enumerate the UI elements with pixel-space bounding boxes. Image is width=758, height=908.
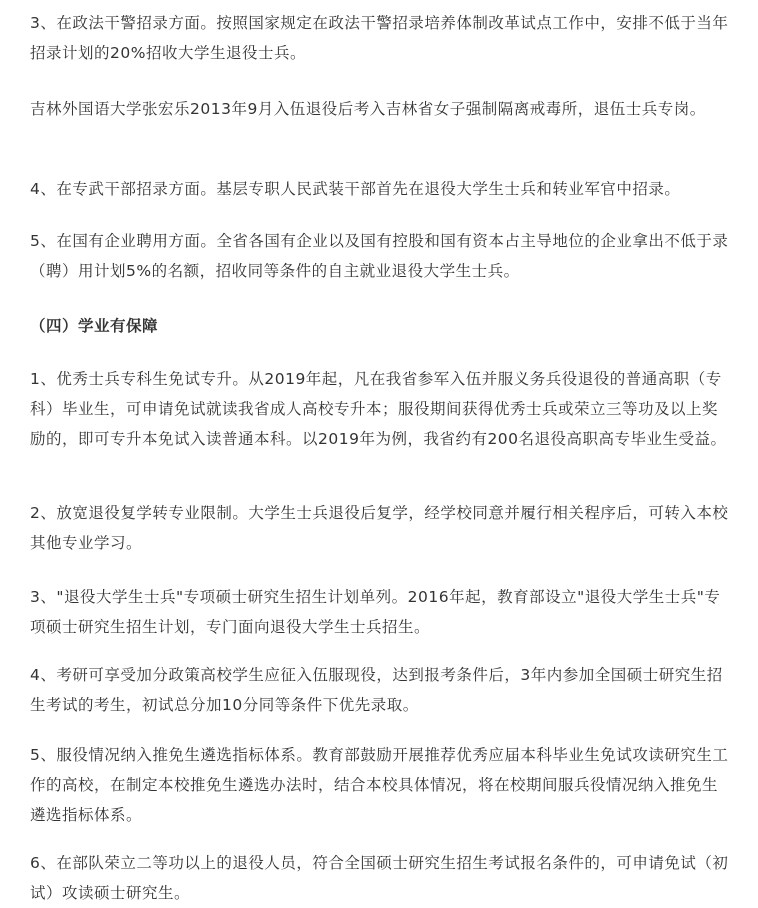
- paragraph-special-plan: 3、"退役大学生士兵"专项硕士研究生招生计划单列。2016年起，教育部设立"退役大学生士兵"专项硕士研究生招生计划，专门面向退役大学生士兵招生。: [30, 588, 721, 636]
- paragraph-major-transfer: 2、放宽退役复学转专业限制。大学生士兵退役后复学，经学校同意并履行相关程序后，可转入本校其他专业学习。: [30, 504, 729, 552]
- paragraph-bonus-points: 4、考研可享受加分政策高校学生应征入伍服现役，达到报考条件后，3年内参加全国硕士研究生招生考试的考生，初试总分加10分同等条件下优先录取。: [30, 666, 723, 714]
- paragraph-recommendation-index: 5、服役情况纳入推免生遴选指标体系。教育部鼓励开展推荐优秀应届本科毕业生免试攻读研究生工作的高校，在制定本校推免生遴选办法时，结合本校具体情况，将在校期间服兵役情况纳入推免生遴选指标体系。: [30, 746, 729, 824]
- paragraph-merit-exempt: 6、在部队荣立二等功以上的退役人员，符合全国硕士研究生招生考试报名条件的，可申请免试（初试）攻读硕士研究生。: [30, 854, 729, 902]
- paragraph-upgrade-exam-free: 1、优秀士兵专科生免试专升。从2019年起，凡在我省参军入伍并服义务兵役退役的普通高职（专科）毕业生，可申请免试就读我省成人高校专升本；服役期间获得优秀士兵或荣立三等功及以上奖励的，即可专升本免试入读普通本科。以2019年为例，我省约有200名退役高职高专毕业生受益。: [30, 370, 727, 448]
- paragraph-political-police: 3、在政法干警招录方面。按照国家规定在政法干警招录培养体制改革试点工作中，安排不低于当年招录计划的20%招收大学生退役士兵。: [30, 14, 729, 62]
- paragraph-armed-cadre: 4、在专武干部招录方面。基层专职人民武装干部首先在退役大学生士兵和转业军官中招录。: [30, 180, 681, 198]
- paragraph-state-enterprise: 5、在国有企业聘用方面。全省各国有企业以及国有控股和国有资本占主导地位的企业拿出不低于录（聘）用计划5%的名额，招收同等条件的自主就业退役大学生士兵。: [30, 232, 729, 280]
- paragraph-example-zhang: 吉林外国语大学张宏乐2013年9月入伍退役后考入吉林省女子强制隔离戒毒所，退伍士兵专岗。: [30, 100, 706, 118]
- section-heading-study: （四）学业有保障: [30, 317, 159, 335]
